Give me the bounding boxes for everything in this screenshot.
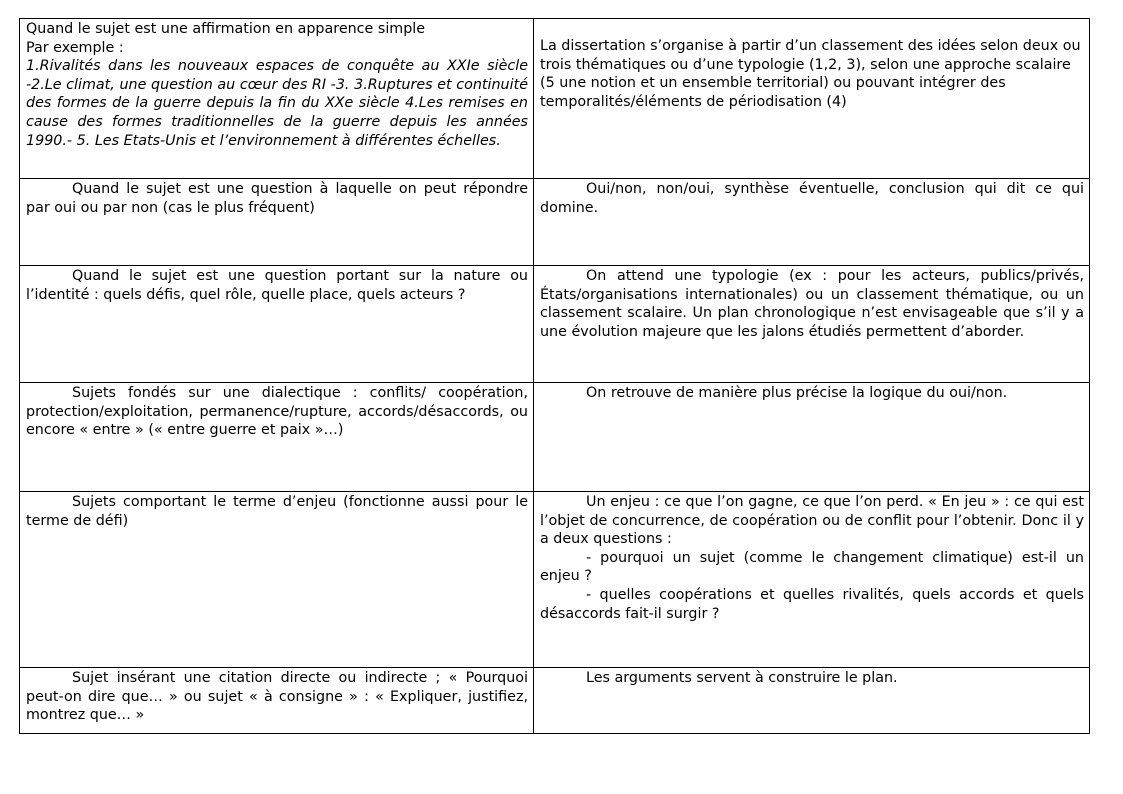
table-cell-plan xyxy=(534,383,1090,492)
table-row xyxy=(20,492,1090,668)
cell-text: On retrouve de manière plus précise la logique du oui/non. xyxy=(586,385,1008,401)
question-item: - pourquoi un sujet (comme le changement climatique) est-il un enjeu ? xyxy=(540,549,1084,585)
cell-text: Sujets fondés sur une dialectique : conflits/ coopération, protection/exploitation, permanence/rupture, accords/désaccords, ou encore « entre » (« entre guerre et paix »…) xyxy=(26,385,528,439)
table-row xyxy=(20,383,1090,492)
table-cell-plan xyxy=(534,668,1090,734)
cell-text: La dissertation s’organise à partir d’un classement des idées selon deux ou trois thématiques ou d’une typologie (1,2, 3), selon une approche scalaire (5 une notion et un ensemble territorial) ou pouvant intégrer des temporalités/éléments de périodisation (4) xyxy=(540,38,1081,110)
cell-text: Oui/non, non/oui, synthèse éventuelle, conclusion qui dit ce qui domine. xyxy=(540,181,1084,216)
table-cell-subject-type xyxy=(20,668,534,734)
table-row xyxy=(20,19,1090,179)
methodology-table xyxy=(19,18,1090,734)
table-cell-plan xyxy=(534,492,1090,668)
cell-text: Un enjeu : ce que l’on gagne, ce que l’on perd. « En jeu » : ce qui est l’objet de concurrence, de coopération ou de conflit pour l’obtenir. Donc il y a deux questions : xyxy=(540,494,1084,548)
table-cell-subject-type xyxy=(20,179,534,266)
table-cell-plan xyxy=(534,19,1090,179)
cell-text: Quand le sujet est une question à laquelle on peut répondre par oui ou par non (cas le plus fréquent) xyxy=(26,181,528,216)
table-cell-subject-type xyxy=(20,492,534,668)
cell-text: Quand le sujet est une question portant sur la nature ou l’identité : quels défis, quel rôle, quelle place, quels acteurs ? xyxy=(26,268,528,303)
table-cell-plan xyxy=(534,179,1090,266)
table-row xyxy=(20,179,1090,266)
cell-text: Sujets comportant le terme d’enjeu (fonctionne aussi pour le terme de défi) xyxy=(26,494,528,529)
cell-text: Par exemple : xyxy=(26,39,124,56)
table-cell-subject-type xyxy=(20,266,534,383)
table-row xyxy=(20,266,1090,383)
question-item: - quelles coopérations et quelles rivalités, quels accords et quels désaccords fait-il surgir ? xyxy=(540,586,1084,622)
cell-text: Sujet insérant une citation directe ou indirecte ; « Pourquoi peut-on dire que… » ou sujet « à consigne » : « Expliquer, justifiez, montrez que… » xyxy=(26,670,528,724)
table-cell-subject-type xyxy=(20,19,534,179)
table-row xyxy=(20,668,1090,734)
example-list: 1.Rivalités dans les nouveaux espaces de conquête au XXIe siècle -2.Le climat, une question au cœur des RI -3. 3.Ruptures et continuité des formes de la guerre depuis la fin du XXe siècle 4.Les remises en cause des formes traditionnelles de la guerre depuis les années 1990.- 5. Les Etats-Unis et l’environnement à différentes échelles. xyxy=(26,58,528,149)
cell-text: Les arguments servent à construire le plan. xyxy=(586,670,898,686)
table-cell-plan xyxy=(534,266,1090,383)
table-cell-subject-type xyxy=(20,383,534,492)
cell-text: On attend une typologie (ex : pour les acteurs, publics/privés, États/organisations internationales) ou un classement thématique, ou un classement scalaire. Un plan chronologique n’est envisageable que s’il y a une évolution majeure que les jalons étudiés permettent d’aborder. xyxy=(540,268,1084,340)
cell-text: Quand le sujet est une affirmation en apparence simple xyxy=(26,21,426,37)
